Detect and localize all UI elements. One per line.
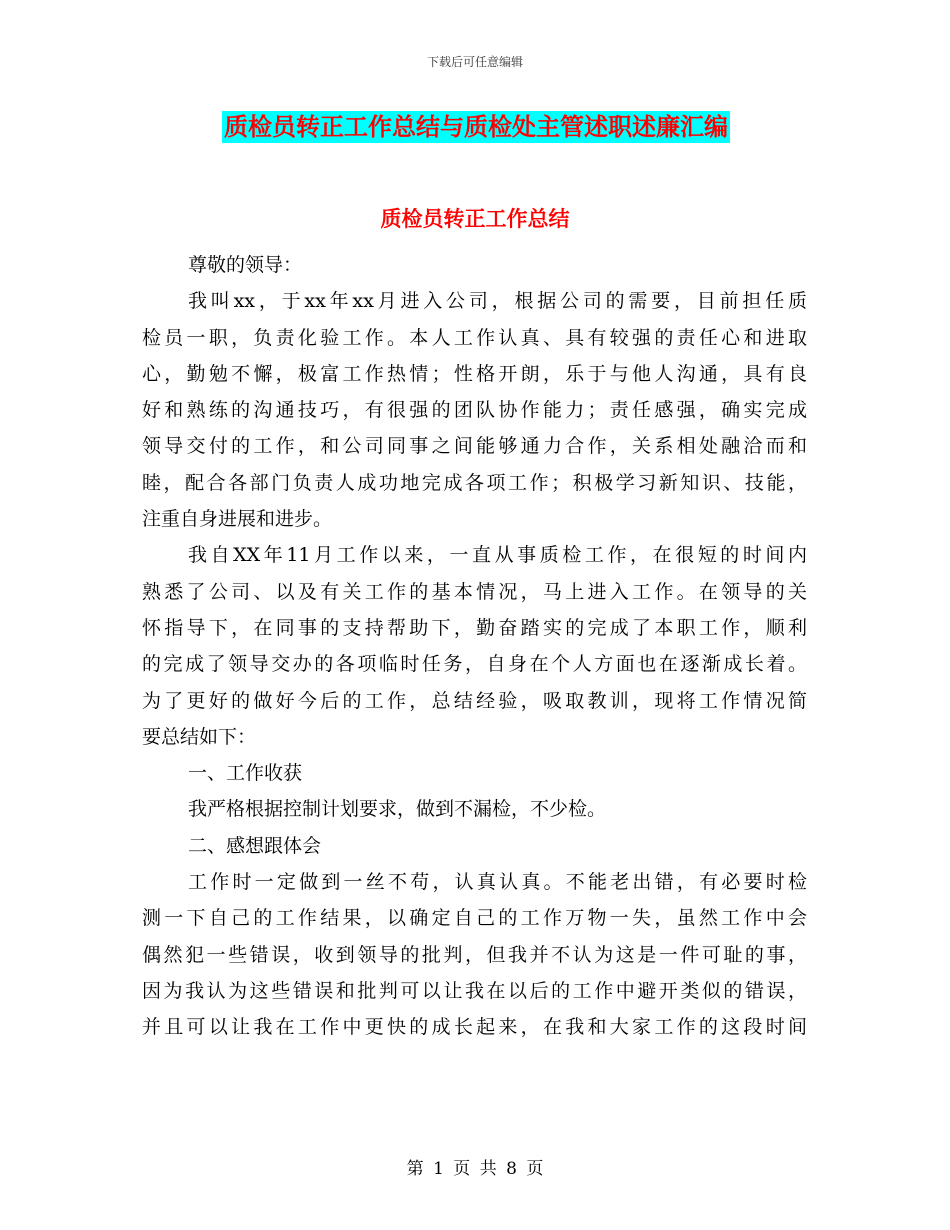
section-title: 质检员转正工作总结 bbox=[380, 206, 570, 231]
body-line: 熟悉了公司、以及有关工作的基本情况，马上进入工作。在领导的关 bbox=[142, 580, 807, 603]
body-line: 一、工作收获 bbox=[188, 762, 303, 785]
body-line: 好和熟练的沟通技巧，有很强的团队协作能力；责任感强，确实完成 bbox=[142, 399, 807, 422]
body-line: 测一下自己的工作结果，以确定自己的工作万物一失，虽然工作中会 bbox=[142, 907, 807, 930]
body-line: 二、感想跟体会 bbox=[188, 834, 322, 857]
header-note: 下载后可任意编辑 bbox=[426, 55, 523, 69]
body-line: 领导交付的工作，和公司同事之间能够通力合作，关系相处融洽而和 bbox=[142, 435, 807, 458]
document-title: 质检员转正工作总结与质检处主管述职述廉汇编 bbox=[224, 112, 728, 141]
body-line: 检员一职，负责化验工作。本人工作认真、具有较强的责任心和进取 bbox=[142, 326, 807, 349]
body-line: 尊敬的领导： bbox=[188, 254, 303, 276]
body-line: 偶然犯一些错误，收到领导的批判，但我并不认为这是一件可耻的事， bbox=[142, 943, 807, 966]
body-line: 怀指导下，在同事的支持帮助下，勤奋踏实的完成了本职工作，顺利 bbox=[142, 616, 807, 639]
body-line: 注重自身进展和进步。 bbox=[142, 508, 333, 531]
body-line: 我严格根据控制计划要求，做到不漏检，不少检。 bbox=[188, 798, 607, 821]
body-line: 心，勤勉不懈，极富工作热情；性格开朗，乐于与他人沟通，具有良 bbox=[142, 362, 807, 385]
document-body bbox=[142, 247, 807, 1046]
body-line: 睦，配合各部门负责人成功地完成各项工作；积极学习新知识、技能， bbox=[142, 471, 807, 494]
body-line: 的完成了领导交办的各项临时任务，自身在个人方面也在逐渐成长着。 bbox=[142, 653, 807, 676]
body-line: 因为我认为这些错误和批判可以让我在以后的工作中避开类似的错误， bbox=[142, 979, 807, 1002]
body-line: 并且可以让我在工作中更快的成长起来，在我和大家工作的这段时间 bbox=[142, 1016, 807, 1039]
body-line: 为了更好的做好今后的工作，总结经验，吸取教训，现将工作情况简 bbox=[142, 689, 807, 712]
body-line: 工作时一定做到一丝不苟，认真认真。不能老出错，有必要时检 bbox=[188, 871, 807, 894]
page-number-footer: 第 1 页 共 8 页 bbox=[406, 1159, 544, 1179]
body-line: 我叫xx，于xx年xx月进入公司，根据公司的需要，目前担任质 bbox=[188, 290, 807, 313]
body-line: 要总结如下： bbox=[142, 725, 257, 748]
body-line: 我自XX年11月工作以来，一直从事质检工作，在很短的时间内 bbox=[188, 544, 807, 567]
